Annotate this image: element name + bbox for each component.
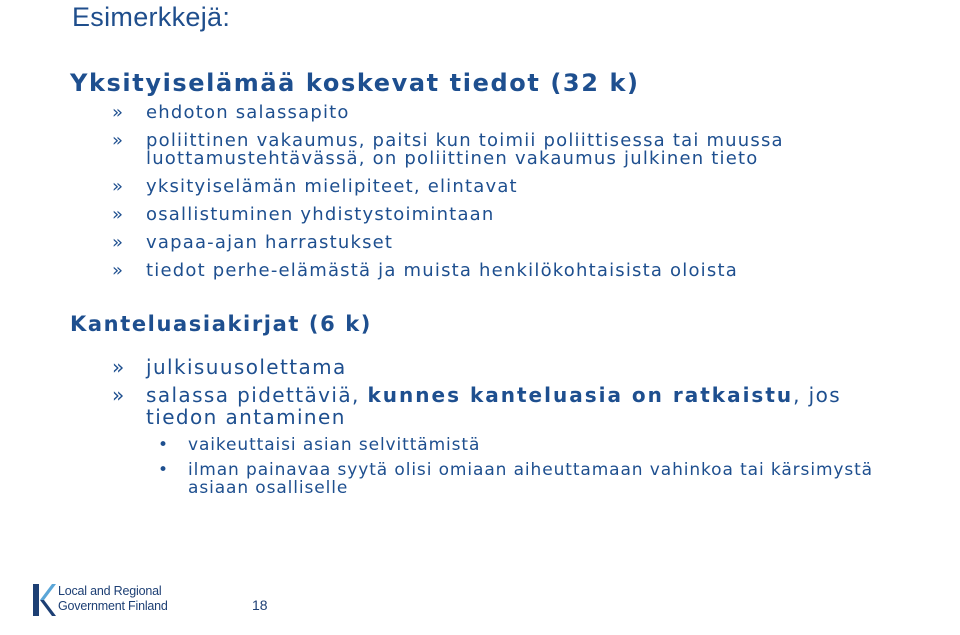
- list-marker: »: [112, 355, 125, 379]
- sub-list-item: [0, 461, 928, 497]
- page-number: 18: [252, 597, 268, 613]
- list-item-text-end: , jos tiedon antaminen: [146, 383, 842, 429]
- list-item: [70, 356, 866, 378]
- complaints-list: [70, 356, 866, 434]
- list-item: [70, 104, 846, 123]
- kuntaliitto-k-icon: [32, 583, 56, 617]
- sub-list-item-text: ilman painavaa syytä olisi omiaan aiheuttamaan vahinkoa tai kärsimystä asiaan osalliselle: [188, 460, 874, 498]
- list-item: [70, 384, 866, 428]
- list-marker: »: [112, 129, 124, 151]
- bullet-marker: •: [158, 460, 169, 480]
- list-item-text: osallistuminen yhdistystoimintaan: [146, 204, 495, 226]
- section-heading-complaints: Kanteluasiakirjat (6 k): [70, 312, 372, 336]
- private-life-list: [70, 104, 846, 290]
- list-item: [70, 129, 846, 170]
- list-item-text-start: salassa pidettäviä,: [146, 383, 368, 407]
- logo-text-line2: Government Finland: [58, 599, 168, 613]
- list-item-text: poliittinen vakaumus, paitsi kun toimii poliittisessa tai muussa luottamustehtävässä, on poliittinen vakaumus julkinen tieto: [146, 129, 784, 170]
- list-item: [70, 234, 846, 253]
- list-item-text: vapaa-ajan harrastukset: [146, 232, 394, 254]
- list-item-emphasis: kunnes kanteluasia on ratkaistu: [367, 383, 794, 407]
- list-item: [70, 259, 846, 281]
- list-marker: »: [112, 232, 124, 254]
- list-item-text: ehdoton salassapito: [146, 102, 350, 123]
- list-marker: »: [112, 204, 124, 226]
- logo-text-line1: Local and Regional: [58, 584, 162, 598]
- list-item: [70, 206, 846, 225]
- list-marker: »: [112, 383, 125, 407]
- bullet-marker: •: [158, 435, 169, 455]
- list-marker: »: [112, 259, 124, 281]
- list-item: [70, 178, 846, 197]
- list-item-text: yksityiselämän mielipiteet, elintavat: [146, 176, 518, 198]
- section-heading-private-life: Yksityiselämää koskevat tiedot (32 k): [70, 69, 640, 97]
- list-item-text: tiedot perhe-elämästä ja muista henkilökohtaisista oloista: [146, 259, 738, 281]
- organization-logo: [32, 583, 192, 617]
- slide-title: Esimerkkejä:: [72, 2, 231, 32]
- list-marker: »: [112, 176, 124, 198]
- list-marker: »: [112, 102, 124, 123]
- sub-list-item-text: vaikeuttaisi asian selvittämistä: [188, 435, 481, 455]
- sub-list-item: [0, 436, 928, 454]
- complaints-sub-list: [0, 436, 928, 504]
- list-item-text: julkisuusolettama: [146, 355, 347, 379]
